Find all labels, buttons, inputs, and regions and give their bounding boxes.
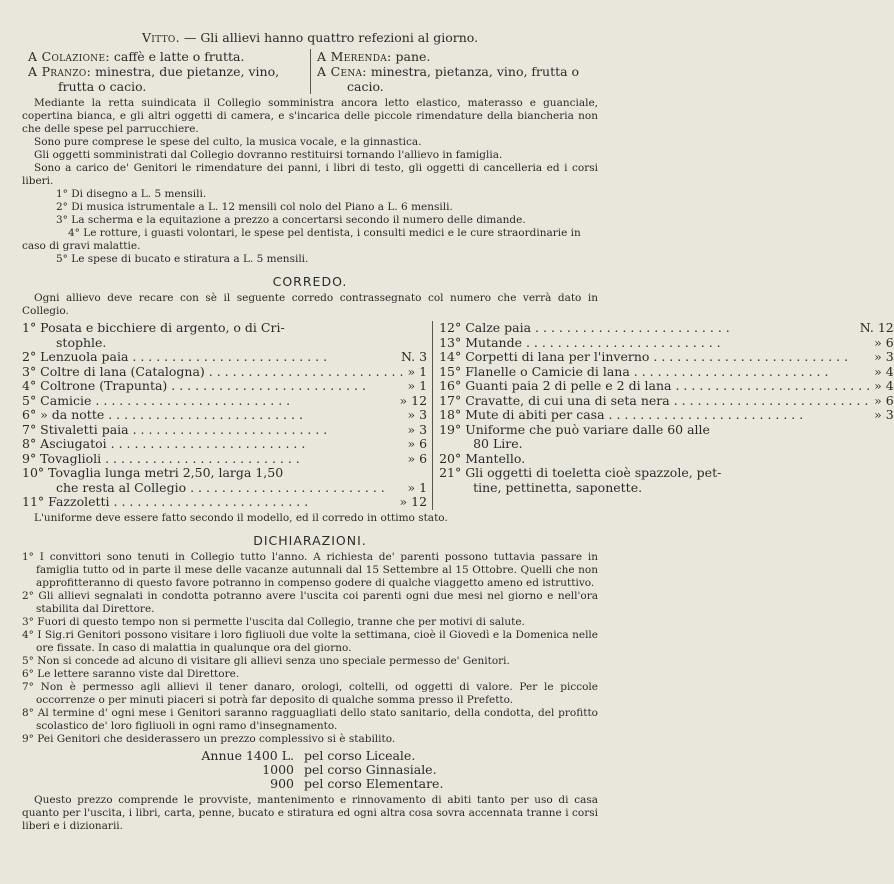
corredo-item: 14° Corpetti di lana per l'inverno . . . » 3 (439, 350, 894, 365)
merenda-label: A Merenda: (317, 49, 392, 64)
dichiarazioni-heading: DICHIARAZIONI. (253, 532, 367, 548)
corredo-item-cont: tine, pettinetta, saponette. (473, 479, 643, 495)
corredo-item: 9° Tovaglioli . . . » 6 (22, 452, 427, 467)
corredo-item: 4° Coltrone (Trapunta) . . . » 1 (22, 379, 427, 394)
fee-row (190, 749, 598, 763)
fee-amount: 900 (270, 775, 294, 791)
fee-course: pel corso Ginnasiale. (304, 761, 437, 777)
declaration-item: 4° I Sig.ri Genitori possono visitare i loro figliuoli due volte la settimana, cioè il Giovedì e la Domenica nelle ore fissate. In caso di malattia in qualunque ora del giorno. (22, 628, 598, 654)
cena-text: minestra, pietanza, vino, frutta o (370, 64, 580, 79)
corredo-table (22, 320, 894, 510)
declaration-item: 3° Fuori di questo tempo non si permette l'uscita dal Collegio, tranne che per motivi di salute. (22, 615, 525, 628)
vitto-title-label: Vitto. (141, 30, 180, 45)
corredo-item: 21° Gli oggetti di toeletta cioè spazzole, pet- (439, 465, 722, 480)
pranzo-label: A Pranzo: (28, 64, 92, 79)
paragraph: Gli oggetti somministrati dal Collegio dovranno restituirsi tornando l'allievo in famiglia. (34, 149, 503, 161)
fee-course: pel corso Elementare. (304, 775, 444, 791)
cena-cont: cacio. (347, 79, 384, 94)
corredo-item: 17° Cravatte, di cui una di seta nera . . . » 6 (439, 394, 894, 409)
corredo-item: 15° Flanelle o Camicie di lana . . . » 4 (439, 365, 894, 380)
corredo-item: 7° Stivaletti paia . . . » 3 (22, 423, 427, 438)
charge-item: 3° La scherma e la equitazione a prezzo a concertarsi secondo il numero delle dimande. (56, 214, 526, 226)
corredo-item: 18° Mute di abiti per casa . . . » 3 (439, 408, 894, 423)
corredo-item-cont: stophle. (56, 334, 107, 350)
corredo-item: 3° Coltre di lana (Catalogna) . . . » 1 (22, 365, 427, 380)
fee-row (190, 777, 598, 791)
charge-item: 5° Le spese di bucato e stiratura a L. 5 mensili. (56, 253, 309, 265)
corredo-item: 1° Posata e bicchiere di argento, o di Cri- (22, 320, 285, 335)
fee-row (190, 763, 598, 777)
declaration-item: 9° Pei Genitori che desiderassero un prezzo complessivo si è stabilito. (22, 732, 396, 745)
cena-label: A Cena: (317, 64, 367, 79)
dichiarazioni-list (22, 551, 598, 746)
declaration-item: 7° Non è permesso agli allievi il tener danaro, orologi, coltelli, od oggetti di valore. Per le piccole occorrenze o per minuti piaceri si potrà far deposito di qualche somma presso il Prefetto. (22, 680, 598, 706)
corredo-item: 16° Guanti paia 2 di pelle e 2 di lana . . . » 4 (439, 379, 894, 394)
corredo-item-cont: 80 Lire. (473, 436, 523, 451)
corredo-item: 5° Camicie . . . » 12 (22, 394, 427, 409)
corredo-item-cont: che resta al Collegio . . . » 1 (22, 481, 427, 496)
merenda-text: pane. (395, 49, 431, 64)
corredo-item: 19° Uniforme che può variare dalle 60 alle (439, 421, 710, 437)
charge-item: 2° Di musica istrumentale a L. 12 mensili col nolo del Piano a L. 6 mensili. (56, 201, 453, 213)
vitto-title (22, 30, 598, 45)
corredo-note: L'uniforme deve essere fatto secondo il modello, ed il corredo in ottimo stato. (34, 511, 448, 524)
corredo-item: 8° Asciugatoi . . . » 6 (22, 437, 427, 452)
corredo-item: 11° Fazzoletti . . . » 12 (22, 495, 427, 510)
declaration-item: 1° I convittori sono tenuti in Collegio tutto l'anno. A richiesta de' parenti possono tuttavia passare in famiglia tutto od in parte il mese delle vacanze autunnali dal 15 Settembre al 15 Ottobre. Quelli che non approfitteranno di questo favore potranno in compenso godere di qualche viaggetto ameno ed istruttivo. (22, 550, 598, 589)
fees-table (190, 749, 598, 791)
closing-paragraph: Questo prezzo comprende le provviste, mantenimento e rinnovamento di abiti tanto per uso di casa quanto per l'uscita, i libri, carta, penne, bucato e stiratura ed ogni altra cosa sovra accennata tranne i corsi liberi e i dizionarii. (22, 793, 598, 832)
charge-item: 1° Di disegno a L. 5 mensili. (56, 188, 207, 200)
fee-amount: 1000 (262, 761, 294, 777)
paragraph: Sono a carico de' Genitori le rimendature dei panni, i libri di testo, gli oggetti di cancelleria ed i corsi liberi. (22, 162, 598, 187)
paragraph: Sono pure comprese le spese del culto, la musica vocale, e la ginnastica. (34, 136, 422, 148)
corredo-item: 13° Mutande . . . » 6 (439, 336, 894, 351)
declaration-item: 2° Gli allievi segnalati in condotta potranno avere l'uscita coi parenti ogni due mesi nel giorno e nell'ora stabilita dal Direttore. (22, 589, 598, 615)
pranzo-cont: frutta o cacio. (58, 79, 147, 94)
corredo-intro: Ogni allievo deve recare con sè il seguente corredo contrassegnato col numero che verrà dato in Collegio. (22, 292, 598, 317)
corredo-item: 10° Tovaglia lunga metri 2,50, larga 1,50 (22, 465, 284, 480)
paragraph: Mediante la retta suindicata il Collegio somministra ancora letto elastico, materasso e guanciale, copertina bianca, e gli altri oggetti di camera, e s'incarica delle piccole rimendature della biancheria non che delle spese pel parrucchiere. (22, 97, 598, 135)
declaration-item: 8° Al termine d' ogni mese i Genitori saranno ragguagliati dello stato sanitario, della condotta, del profitto scolastico de' loro figliuoli in ogni ramo d'insegnamento. (22, 706, 598, 732)
corredo-right-column (433, 321, 894, 510)
merenda-line (317, 49, 598, 64)
vitto-title-text: — Gli allievi hanno quattro refezioni al giorno. (183, 30, 479, 45)
declaration-item: 5° Non si concede ad alcuno di visitare gli allievi senza uno speciale permesso de' Genitori. (22, 654, 510, 667)
corredo-item: 2° Lenzuola paia . . . N. 3 (22, 350, 427, 365)
corredo-item: 6° » da notte . . . » 3 (22, 408, 427, 423)
colazione-text: caffè e latte o frutta. (113, 49, 245, 64)
meals-right-column (310, 49, 598, 94)
meals-table (22, 49, 598, 94)
declaration-item: 6° Le lettere saranno viste dal Direttore. (22, 667, 240, 680)
corredo-item: 12° Calze paia . . . N. 12 (439, 321, 894, 336)
corredo-item: 20° Mantello. (439, 450, 526, 466)
pranzo-line (28, 64, 304, 79)
colazione-label: A Colazione: (28, 49, 110, 64)
corredo-left-column (22, 321, 433, 510)
cena-line (317, 64, 598, 79)
corredo-heading: CORREDO. (272, 274, 348, 289)
fee-amount: Annue 1400 L. (201, 747, 294, 763)
pranzo-text: minestra, due pietanze, vino, (95, 64, 280, 79)
meals-left-column (22, 49, 310, 94)
colazione-line (28, 49, 304, 64)
charge-item: 4° Le rotture, i guasti volontari, le spese pel dentista, i consulti medici e le cure straordinarie in caso di gravi malattie. (22, 227, 581, 252)
paragraphs-block (22, 97, 598, 266)
fee-course: pel corso Liceale. (304, 747, 416, 763)
